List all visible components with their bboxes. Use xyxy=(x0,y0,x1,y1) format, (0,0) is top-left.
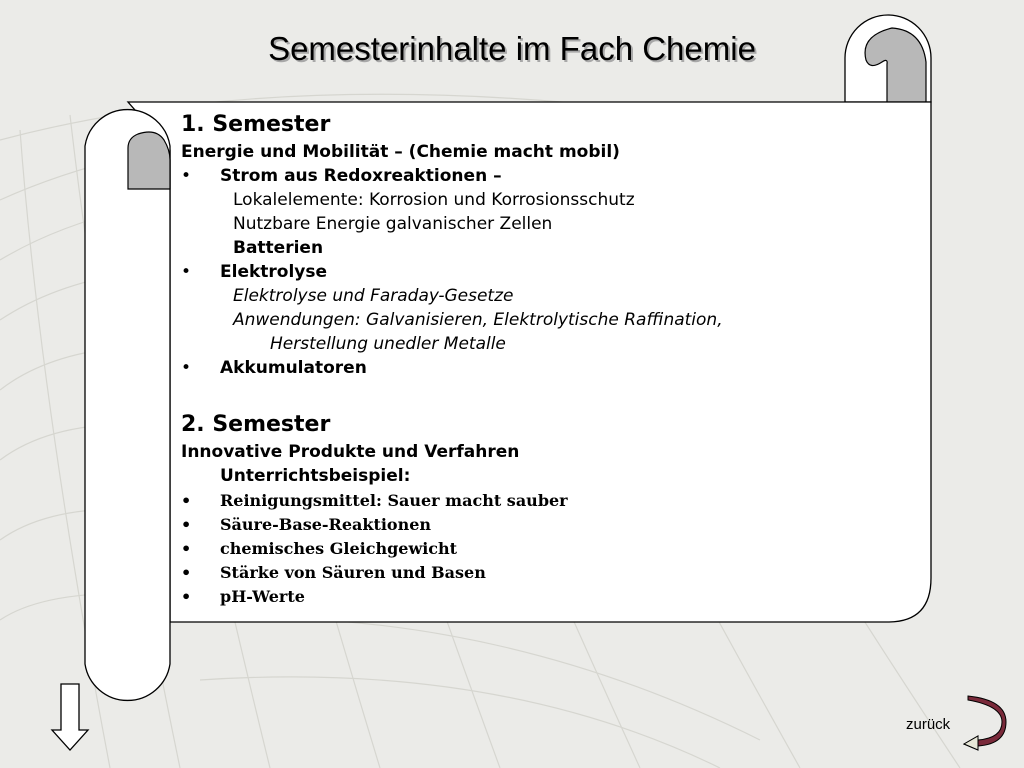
scroll-left-roll xyxy=(85,110,170,701)
list-item-label: Stärke von Säuren und Basen xyxy=(220,563,486,582)
list-item-label: pH-Werte xyxy=(220,587,305,606)
back-link[interactable]: zurück xyxy=(906,716,951,733)
bullet: • xyxy=(181,358,192,378)
list-item-label: Reinigungsmittel: Sauer macht sauber xyxy=(220,491,568,510)
detail-text: Nutzbare Energie galvanischer Zellen xyxy=(233,214,553,234)
semester2-heading: 2. Semester xyxy=(181,412,331,437)
down-arrow-icon[interactable] xyxy=(52,684,88,750)
detail-text: Anwendungen: Galvanisieren, Elektrolytische Raffination, xyxy=(233,310,723,330)
semester1-heading: 1. Semester xyxy=(181,112,331,137)
bullet: • xyxy=(181,515,192,534)
list-item-label: Akkumulatoren xyxy=(220,358,367,378)
bullet: • xyxy=(181,262,192,282)
bullet: • xyxy=(181,491,192,510)
semester1-subtitle: Energie und Mobilität – (Chemie macht mobil) xyxy=(181,142,620,162)
detail-text: Batterien xyxy=(233,238,324,258)
u-turn-arrow-icon[interactable] xyxy=(964,696,1006,750)
list-item-label: Strom aus Redoxreaktionen – xyxy=(220,166,502,186)
semester2-subtitle: Innovative Produkte und Verfahren xyxy=(181,442,520,462)
list-item-label: chemisches Gleichgewicht xyxy=(220,539,458,558)
detail-text: Lokalelemente: Korrosion und Korrosionsschutz xyxy=(233,190,635,210)
list-item-label: Elektrolyse xyxy=(220,262,328,282)
example-label: Unterrichtsbeispiel: xyxy=(220,466,411,486)
bullet: • xyxy=(181,563,192,582)
detail-text: Elektrolyse und Faraday-Gesetze xyxy=(233,286,514,306)
scroll-left-curl xyxy=(128,132,170,189)
list-item-label: Säure-Base-Reaktionen xyxy=(220,515,432,534)
page-title: Semesterinhalte im Fach Chemie xyxy=(268,30,756,67)
bullet: • xyxy=(181,587,192,606)
bullet: • xyxy=(181,539,192,558)
bullet: • xyxy=(181,166,192,186)
detail-text: Herstellung unedler Metalle xyxy=(270,334,506,354)
